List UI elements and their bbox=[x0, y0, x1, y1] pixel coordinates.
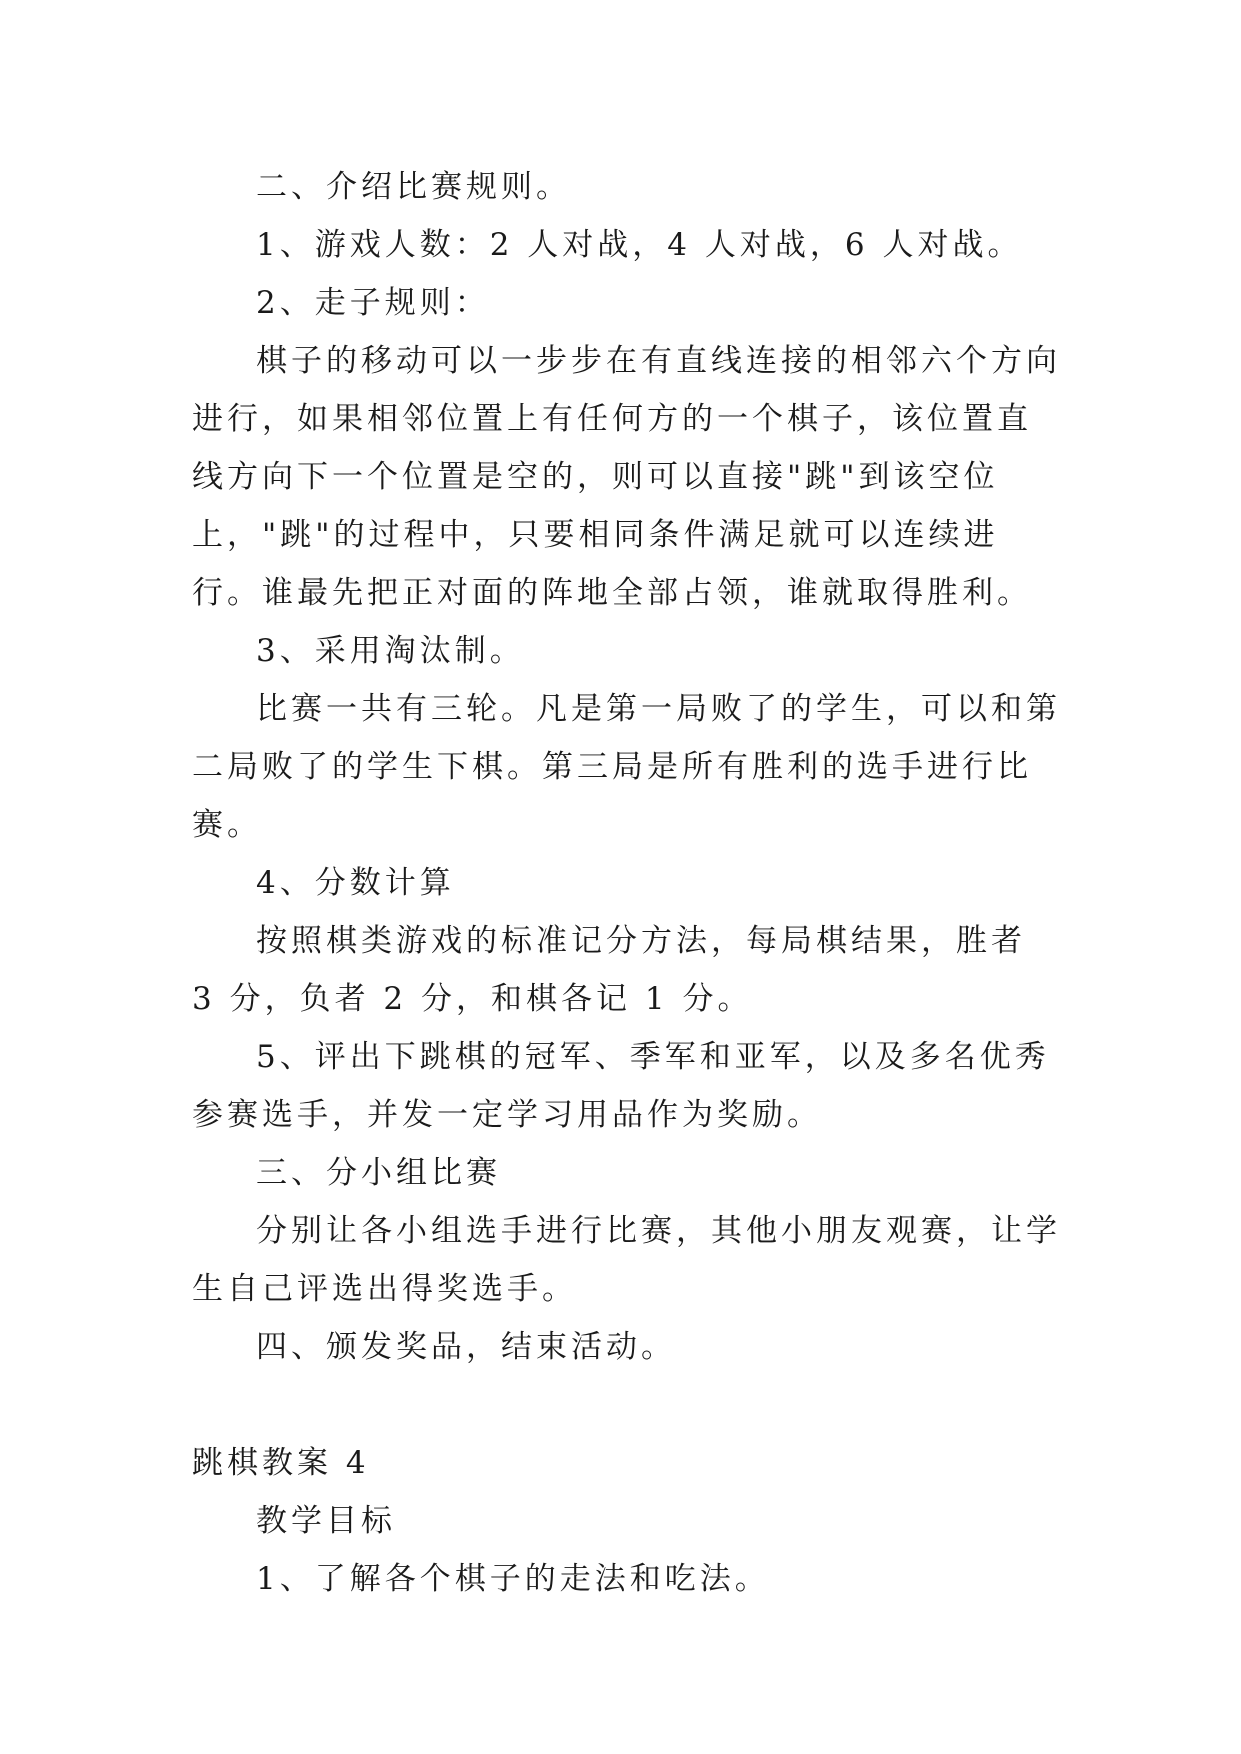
rule-player-count: 1、游戏人数：2 人对战，4 人对战，6 人对战。 bbox=[256, 227, 1023, 263]
section-title: 跳棋教案 4 bbox=[192, 1445, 370, 1481]
rule-rounds-description: 比赛一共有三轮。凡是第一局败了的学生，可以和第二局败了的学生下棋。第三局是所有胜利的选手进行比赛。 bbox=[192, 691, 1061, 843]
teaching-goal-item-1: 1、了解各个棋子的走法和吃法。 bbox=[256, 1561, 770, 1597]
heading-group-match: 三、分小组比赛 bbox=[256, 1155, 501, 1191]
group-match-description: 分别让各小组选手进行比赛，其他小朋友观赛，让学生自己评选出得奖选手。 bbox=[192, 1213, 1061, 1307]
teaching-goals-heading: 教学目标 bbox=[256, 1503, 396, 1539]
document-body bbox=[192, 158, 1062, 1608]
rule-move-heading: 2、走子规则： bbox=[256, 285, 490, 321]
rule-awards: 5、评出下跳棋的冠军、季军和亚军，以及多名优秀参赛选手，并发一定学习用品作为奖励。 bbox=[192, 1039, 1050, 1133]
heading-award-ceremony: 四、颁发奖品，结束活动。 bbox=[256, 1329, 676, 1365]
rule-elimination: 3、采用淘汰制。 bbox=[256, 633, 525, 669]
rule-scoring-heading: 4、分数计算 bbox=[256, 865, 455, 901]
heading-introduce-rules: 二、介绍比赛规则。 bbox=[256, 169, 571, 205]
rule-scoring-description: 按照棋类游戏的标准记分方法，每局棋结果，胜者 3 分，负者 2 分，和棋各记 1 分。 bbox=[192, 923, 1026, 1017]
rule-move-description: 棋子的移动可以一步步在有直线连接的相邻六个方向进行，如果相邻位置上有任何方的一个棋子，该位置直线方向下一个位置是空的，则可以直接"跳"到该空位上，"跳"的过程中，只要相同条件满足就可以连续进行。谁最先把正对面的阵地全部占领，谁就取得胜利。 bbox=[192, 343, 1061, 611]
